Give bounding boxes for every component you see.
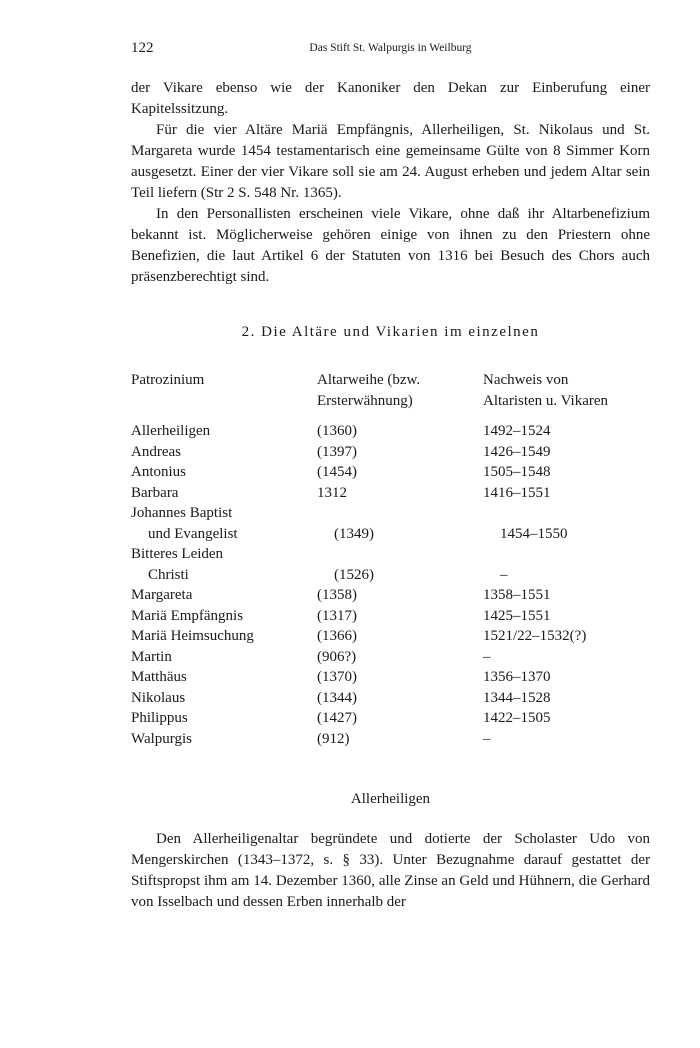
table-row <box>131 585 650 606</box>
running-header <box>131 40 650 62</box>
table-row <box>131 667 650 688</box>
paragraph: Den Allerheiligenaltar begründete und dotierte der Scholaster Udo von Mengerskirchen (1343–1372, s. § 33). Unter Bezugnahme darauf gestattet der Stiftspropst ihm am 14. Dezember 1360, alle Zinse an Geld und Hühnern, die Gerhard von Isselbach und dessen Erben innerhalb der <box>131 831 650 910</box>
cell-patrozinium: Martin <box>131 648 172 665</box>
header-patrozinium: Patrozinium <box>131 372 205 388</box>
paragraph: der Vikare ebenso wie der Kanoniker den Dekan zur Einberufung einer Kapitelssitzung. <box>131 80 650 117</box>
cell-nachweis: 1356–1370 <box>483 669 551 685</box>
cell-nachweis: 1416–1551 <box>483 484 551 501</box>
altar-table <box>131 370 650 749</box>
cell-patrozinium: Johannes Baptist <box>131 505 233 521</box>
paragraph: Für die vier Altäre Mariä Empfängnis, Allerheiligen, St. Nikolaus und St. Margareta wurde 1454 testamentarisch eine gemeinsame Gülte von 8 Simmer Korn ausgesetzt. Einer der vier Vikare soll sie am 24. August erheben und jedem Altar sein Teil liefern (Str 2 S. 548 Nr. 1365). <box>131 122 650 201</box>
header-nachweis-line2: Altaristen u. Vikaren <box>483 392 609 409</box>
cell-nachweis: 1505–1548 <box>483 464 551 480</box>
cell-altarweihe: (1454) <box>317 464 357 480</box>
page-number: 122 <box>131 40 154 56</box>
header-altarweihe-line1: Altarweihe (bzw. <box>317 372 421 388</box>
cell-patrozinium: Philippus <box>131 710 188 726</box>
section-heading: 2. Die Altäre und Vikarien im einzelnen <box>241 324 540 340</box>
cell-altarweihe <box>317 503 483 524</box>
paragraph: In den Personallisten erscheinen viele Vikare, ohne daß ihr Altarbenefizium bekannt ist. Möglicherweise gehören einige von ihnen zu den Priestern ohne Benefizien, die laut Artikel 6 der Statuten von 1316 bei Besuch des Chors auch präsenzberechtigt sind. <box>131 206 650 285</box>
cell-nachweis: 1358–1551 <box>483 587 551 603</box>
cell-patrozinium: und Evangelist <box>148 525 238 542</box>
cell-patrozinium: Allerheiligen <box>131 423 211 439</box>
cell-nachweis: 1426–1549 <box>483 443 551 460</box>
cell-altarweihe: (906?) <box>317 648 357 665</box>
header-altarweihe <box>317 370 483 411</box>
cell-nachweis <box>483 503 650 524</box>
table-row <box>131 503 650 524</box>
cell-altarweihe: (1427) <box>317 710 357 726</box>
cell-nachweis: – <box>483 730 491 747</box>
cell-altarweihe: (1344) <box>317 689 357 706</box>
cell-nachweis: – <box>500 566 508 583</box>
cell-altarweihe <box>317 544 483 565</box>
running-title: Das Stift St. Walpurgis in Weilburg <box>309 42 472 54</box>
table-row <box>131 442 650 463</box>
cell-nachweis: 1425–1551 <box>483 607 551 624</box>
sub-heading: Allerheiligen <box>350 791 431 807</box>
header-nachweis <box>483 370 650 411</box>
cell-nachweis: – <box>483 648 491 665</box>
cell-nachweis <box>483 544 650 565</box>
cell-patrozinium: Christi <box>148 566 189 583</box>
header-nachweis-line1: Nachweis von <box>483 372 569 388</box>
cell-patrozinium: Matthäus <box>131 669 187 685</box>
cell-altarweihe: (1358) <box>317 587 357 603</box>
table-row <box>131 524 650 545</box>
table-row <box>131 544 650 565</box>
cell-altarweihe: (912) <box>317 730 350 747</box>
table-row <box>131 606 650 627</box>
cell-nachweis: 1521/22–1532(?) <box>483 628 587 644</box>
cell-altarweihe: (1317) <box>317 607 357 624</box>
cell-nachweis: 1492–1524 <box>483 423 551 439</box>
cell-nachweis: 1422–1505 <box>483 710 551 726</box>
table-row <box>131 729 650 750</box>
document-page <box>131 40 650 913</box>
table-row <box>131 462 650 483</box>
cell-altarweihe: (1370) <box>317 669 357 685</box>
table-row <box>131 647 650 668</box>
cell-patrozinium: Barbara <box>131 484 179 501</box>
header-altarweihe-line2: Ersterwähnung) <box>317 392 413 409</box>
table-row <box>131 688 650 709</box>
cell-nachweis: 1344–1528 <box>483 689 551 706</box>
table-row <box>131 626 650 647</box>
cell-patrozinium: Antonius <box>131 464 187 480</box>
cell-patrozinium: Bitteres Leiden <box>131 546 224 562</box>
cell-altarweihe: (1349) <box>334 525 374 542</box>
table-row <box>131 483 650 504</box>
cell-patrozinium: Mariä Heimsuchung <box>131 628 254 644</box>
cell-patrozinium: Margareta <box>131 587 193 603</box>
cell-altarweihe: (1366) <box>317 628 357 644</box>
cell-patrozinium: Nikolaus <box>131 689 186 706</box>
cell-patrozinium: Walpurgis <box>131 730 193 747</box>
cell-altarweihe: (1397) <box>317 443 357 460</box>
closing-text <box>131 829 650 913</box>
table-row <box>131 565 650 586</box>
table-header <box>131 370 650 411</box>
table-row <box>131 708 650 729</box>
body-text <box>131 78 650 288</box>
table-body <box>131 421 650 749</box>
cell-patrozinium: Andreas <box>131 443 181 460</box>
cell-altarweihe: (1360) <box>317 423 357 439</box>
cell-nachweis: 1454–1550 <box>500 525 568 542</box>
cell-altarweihe: (1526) <box>334 566 374 583</box>
table-row <box>131 421 650 442</box>
cell-altarweihe: 1312 <box>317 484 347 501</box>
cell-patrozinium: Mariä Empfängnis <box>131 607 244 624</box>
